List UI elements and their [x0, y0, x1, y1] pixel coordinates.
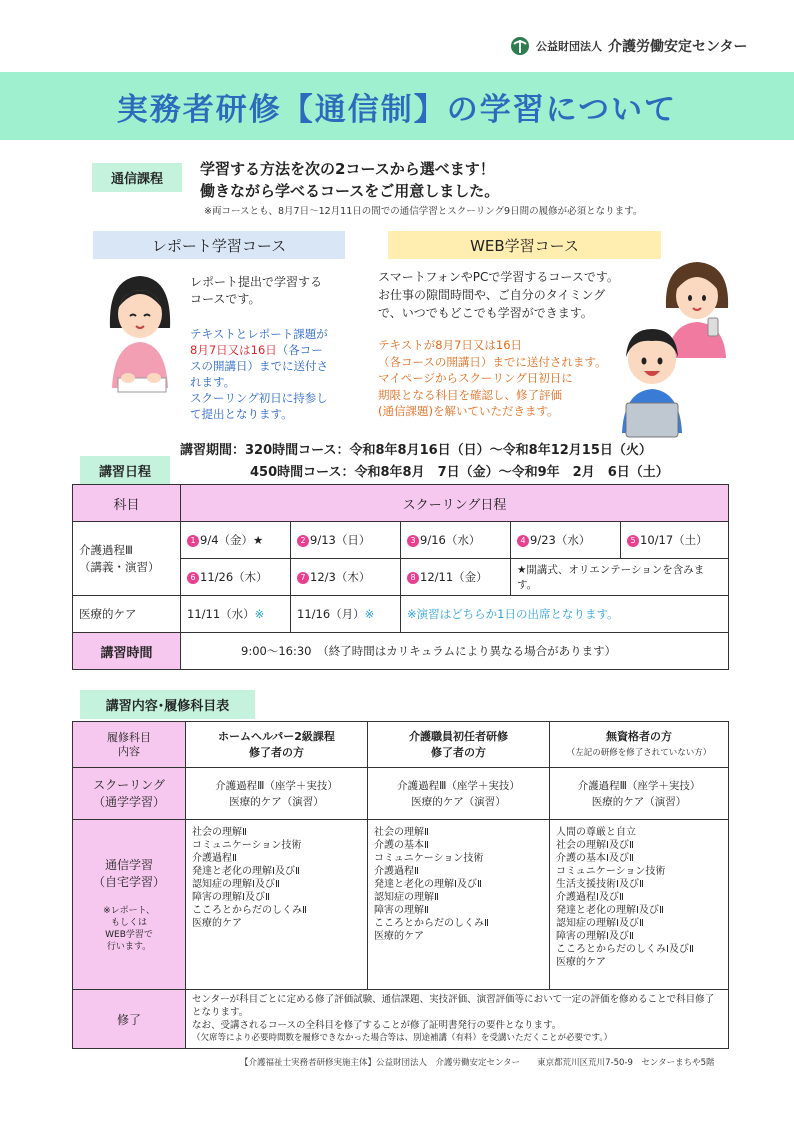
- iryo-mark: ※: [364, 607, 375, 621]
- intro-line1: 学習する方法を次の2コースから選べます！: [200, 160, 495, 178]
- corner-label1: 履修科目: [107, 730, 151, 744]
- date-text: 11/26（木）: [200, 570, 268, 584]
- org-prefix: 公益財団法人: [536, 40, 602, 53]
- schooling-label2: （通学学習）: [92, 794, 165, 809]
- iryo-mark: ※: [254, 607, 265, 621]
- report-detail-line4: れます。: [190, 375, 236, 389]
- shuryo-label: 修了: [73, 990, 186, 1049]
- laptop-boy-illustration-icon: [612, 323, 692, 438]
- web-desc-line3: で、いつでもどこでも学習ができます。: [378, 306, 593, 320]
- report-desc-line1: レポート提出で学習する: [190, 275, 323, 289]
- col-mushikaku: [550, 722, 729, 768]
- schooling-label: [73, 768, 186, 820]
- kaigo-label: 介護過程Ⅲ: [79, 542, 133, 557]
- report-send-date: 8月7日又は16日: [190, 343, 277, 357]
- corner-label2: 内容: [118, 744, 140, 758]
- schooling-subj2: 医療的ケア（演習）: [229, 795, 324, 808]
- report-detail-line6: て提出となります。: [190, 407, 293, 421]
- shuryo-line2: なお、受講されるコースの全科目を修了することが修了証明書発行の要件となります。: [192, 1020, 562, 1031]
- schooling-row: [73, 768, 729, 820]
- subject-header: 科目: [73, 485, 181, 522]
- kaigo-sublabel: （講義・演習）: [79, 559, 160, 574]
- web-course-details: [378, 337, 607, 420]
- tsushin-label2: （自宅学習）: [92, 874, 165, 889]
- col-helper2: [186, 722, 368, 768]
- col-shoninsha: [368, 722, 550, 768]
- hours-label: 講習時間: [73, 633, 181, 670]
- date-number-badge: 6: [187, 572, 199, 584]
- iryo-label: 医療的ケア: [73, 596, 181, 633]
- schedule-header-row: [73, 485, 729, 522]
- report-course-description: [190, 274, 322, 308]
- report-course-heading: レポート学習コース: [93, 231, 345, 259]
- kaigo-date-1: [181, 522, 291, 559]
- web-desc-line1: スマートフォンやPCで学習するコースです。: [378, 270, 619, 284]
- intro-note: ※両コースとも、8月7日～12月11日の間での通信学習とスクーリング9日間の履修が必須となります。: [204, 206, 643, 217]
- date-number-badge: 2: [297, 535, 309, 547]
- report-detail-line5: スクーリング初日に持参し: [190, 391, 328, 405]
- kaigo-date-5: [621, 522, 729, 559]
- schooling-subj1: 介護過程Ⅲ（座学＋実技）: [397, 779, 520, 792]
- schooling-label1: スクーリング: [93, 777, 165, 792]
- shuryo-line3: （欠席等により必要時間数を履修できなかった場合等は、別途補講（有料）を受講いただくことが必要です。）: [192, 1033, 613, 1043]
- course-period-320: 講習期間：320時間コース：令和8年8月16日（日）～令和8年12月15日（火）: [180, 443, 652, 458]
- col-mushikaku-l1: 無資格者の方: [606, 729, 672, 743]
- tsushin-subjects-shoninsha: 社会の理解Ⅱ 介護の基本Ⅱ コミュニケーション技術 介護過程Ⅱ 発達と老化の理解Ⅰ及びⅡ 認知症の理解Ⅱ 障害の理解Ⅱ こころとからだのしくみⅡ 医療的ケア: [368, 820, 550, 990]
- shuryo-row: [73, 990, 729, 1049]
- org-name: 介護労働安定センター: [608, 39, 748, 55]
- date-number-badge: 8: [407, 572, 419, 584]
- schooling-helper2: [186, 768, 368, 820]
- iryo-row: [73, 596, 729, 633]
- tsushin-label: [73, 820, 186, 990]
- col-helper2-l1: ホームヘルパー2級課程: [218, 729, 335, 743]
- curriculum-table: [72, 721, 729, 1049]
- shuryo-line1: センターが科目ごとに定める修了評価試験、通信課題、実技評価、演習評価等において一定の評価を修めることで科目修了となります。: [192, 994, 715, 1018]
- date-number-badge: 1: [187, 535, 199, 547]
- tsushin-label1: 通信学習: [104, 857, 153, 872]
- col-helper2-l2: 修了者の方: [249, 745, 304, 759]
- title-band: [0, 72, 794, 140]
- date-text: 9/23（水）: [530, 533, 591, 547]
- iryo-note: ※演習はどちらか1日の出席となります。: [401, 596, 729, 633]
- schooling-mushikaku: [550, 768, 729, 820]
- kaigo-note: ★開講式、オリエンテーションを含みます。: [511, 559, 729, 596]
- schooling-subj2: 医療的ケア（演習）: [591, 795, 687, 808]
- hours-value: 9:00～16:30 （終了時間はカリキュラムにより異なる場合があります）: [181, 633, 729, 670]
- intro-text: [200, 158, 499, 202]
- date-number-badge: 5: [627, 535, 639, 547]
- kaigo-date-8: [401, 559, 511, 596]
- col-shoninsha-l2: 修了者の方: [431, 745, 486, 759]
- web-course-description: [378, 268, 619, 322]
- col-shoninsha-l1: 介護職員初任者研修: [409, 729, 508, 743]
- date-text: 9/13（日）: [310, 533, 371, 547]
- date-text: 10/17（土）: [640, 533, 708, 547]
- date-text: 12/11（金）: [420, 570, 488, 584]
- tsushin-note: ※レポート、 もしくは WEB学習で 行います。: [103, 905, 155, 952]
- page-title: 実務者研修【通信制】の学習について: [116, 91, 678, 128]
- organization-header: [510, 36, 747, 56]
- report-detail-line1: テキストとレポート課題が: [190, 327, 328, 341]
- report-detail-line3: スの開講日）までに送付さ: [190, 359, 328, 373]
- hours-row: [73, 633, 729, 670]
- date-number-badge: 3: [407, 535, 419, 547]
- kaigo-date-7: [291, 559, 401, 596]
- content-tag: 講習内容･履修科目表: [80, 690, 255, 719]
- web-detail-line3: マイページからスクーリング日初日に: [378, 371, 573, 385]
- schooling-subj2: 医療的ケア（演習）: [411, 795, 506, 808]
- corner-cell: [73, 722, 186, 768]
- footer: 【介護福祉士実務者研修実施主体】公益財団法人 介護労働安定センター 東京都荒川区荒川7-50-9 センターまちや5階: [240, 1058, 715, 1068]
- report-course-details: [190, 326, 350, 422]
- shuryo-text: [186, 990, 729, 1049]
- date-number-badge: 7: [297, 572, 309, 584]
- course-period-450: 450時間コース：令和8年8月 7日（金）～令和9年 2月 6日（土）: [250, 465, 669, 480]
- date-text: 12/3（木）: [310, 570, 371, 584]
- report-desc-line2: コースです。: [190, 292, 261, 306]
- kaigo-date-4: [511, 522, 621, 559]
- kaigo-date-2: [291, 522, 401, 559]
- iryo-date-1: [181, 596, 291, 633]
- schooling-subj1: 介護過程Ⅲ（座学＋実技）: [577, 779, 701, 792]
- report-detail-line2: [190, 342, 350, 358]
- date-number-badge: 4: [517, 535, 529, 547]
- col-mushikaku-l2: （左記の研修を修了されていない方）: [566, 747, 712, 758]
- kaigo-date-6: [181, 559, 291, 596]
- iryo-date-text: 11/11（水）: [187, 607, 255, 621]
- schooling-shoninsha: [368, 768, 550, 820]
- curriculum-header-row: [73, 722, 729, 768]
- web-detail-line1: テキストが8月7日又は16日: [378, 338, 523, 352]
- intro-line2: 働きながら学べるコースをご用意しました。: [200, 182, 500, 200]
- web-detail-line5: (通信課題)を解いていただきます。: [378, 404, 559, 418]
- schedule-tag: 講習日程: [80, 456, 170, 485]
- tsushin-tag: 通信課程: [92, 163, 182, 192]
- web-detail-line2: （各コースの開講日）までに送付されます。: [378, 354, 607, 369]
- tsushin-subjects-helper2: 社会の理解Ⅱ コミュニケーション技術 介護過程Ⅱ 発達と老化の理解Ⅰ及びⅡ 認知症の理解Ⅰ及びⅡ 障害の理解Ⅰ及びⅡ こころとからだのしくみⅡ 医療的ケア: [186, 820, 368, 990]
- tsushin-row: [73, 820, 729, 990]
- report-detail-line2b: （各コー: [276, 343, 323, 357]
- date-text: 9/16（水）: [420, 533, 481, 547]
- kaigo-row-1: [73, 522, 729, 559]
- organization-logo-icon: [510, 36, 530, 56]
- date-text: 9/4（金）★: [200, 533, 264, 547]
- web-course-heading: WEB学習コース: [388, 231, 661, 259]
- web-desc-line2: お仕事の隙間時間や、ご自分のタイミング: [378, 288, 606, 302]
- schooling-subj1: 介護過程Ⅲ（座学＋実技）: [215, 779, 338, 792]
- kaigo-date-3: [401, 522, 511, 559]
- kaigo-subject-cell: [73, 522, 181, 596]
- iryo-date-2: [291, 596, 401, 633]
- tsushin-subjects-mushikaku: 人間の尊厳と自立 社会の理解Ⅰ及びⅡ 介護の基本Ⅰ及びⅡ コミュニケーション技術 生活支援技術Ⅰ及びⅡ 介護過程Ⅰ及びⅡ 発達と老化の理解Ⅰ及びⅡ 認知症の理解Ⅰ及びⅡ 障害の理解Ⅰ及びⅡ こころとからだのしくみⅠ及びⅡ 医療的ケア: [550, 820, 729, 990]
- studying-girl-illustration-icon: [100, 268, 180, 398]
- web-detail-line4: 期限となる科目を確認し、修了評価: [378, 387, 562, 402]
- iryo-date-text: 11/16（月）: [297, 607, 365, 621]
- schedule-table: [72, 484, 729, 670]
- schooling-header: スクーリング日程: [181, 485, 729, 522]
